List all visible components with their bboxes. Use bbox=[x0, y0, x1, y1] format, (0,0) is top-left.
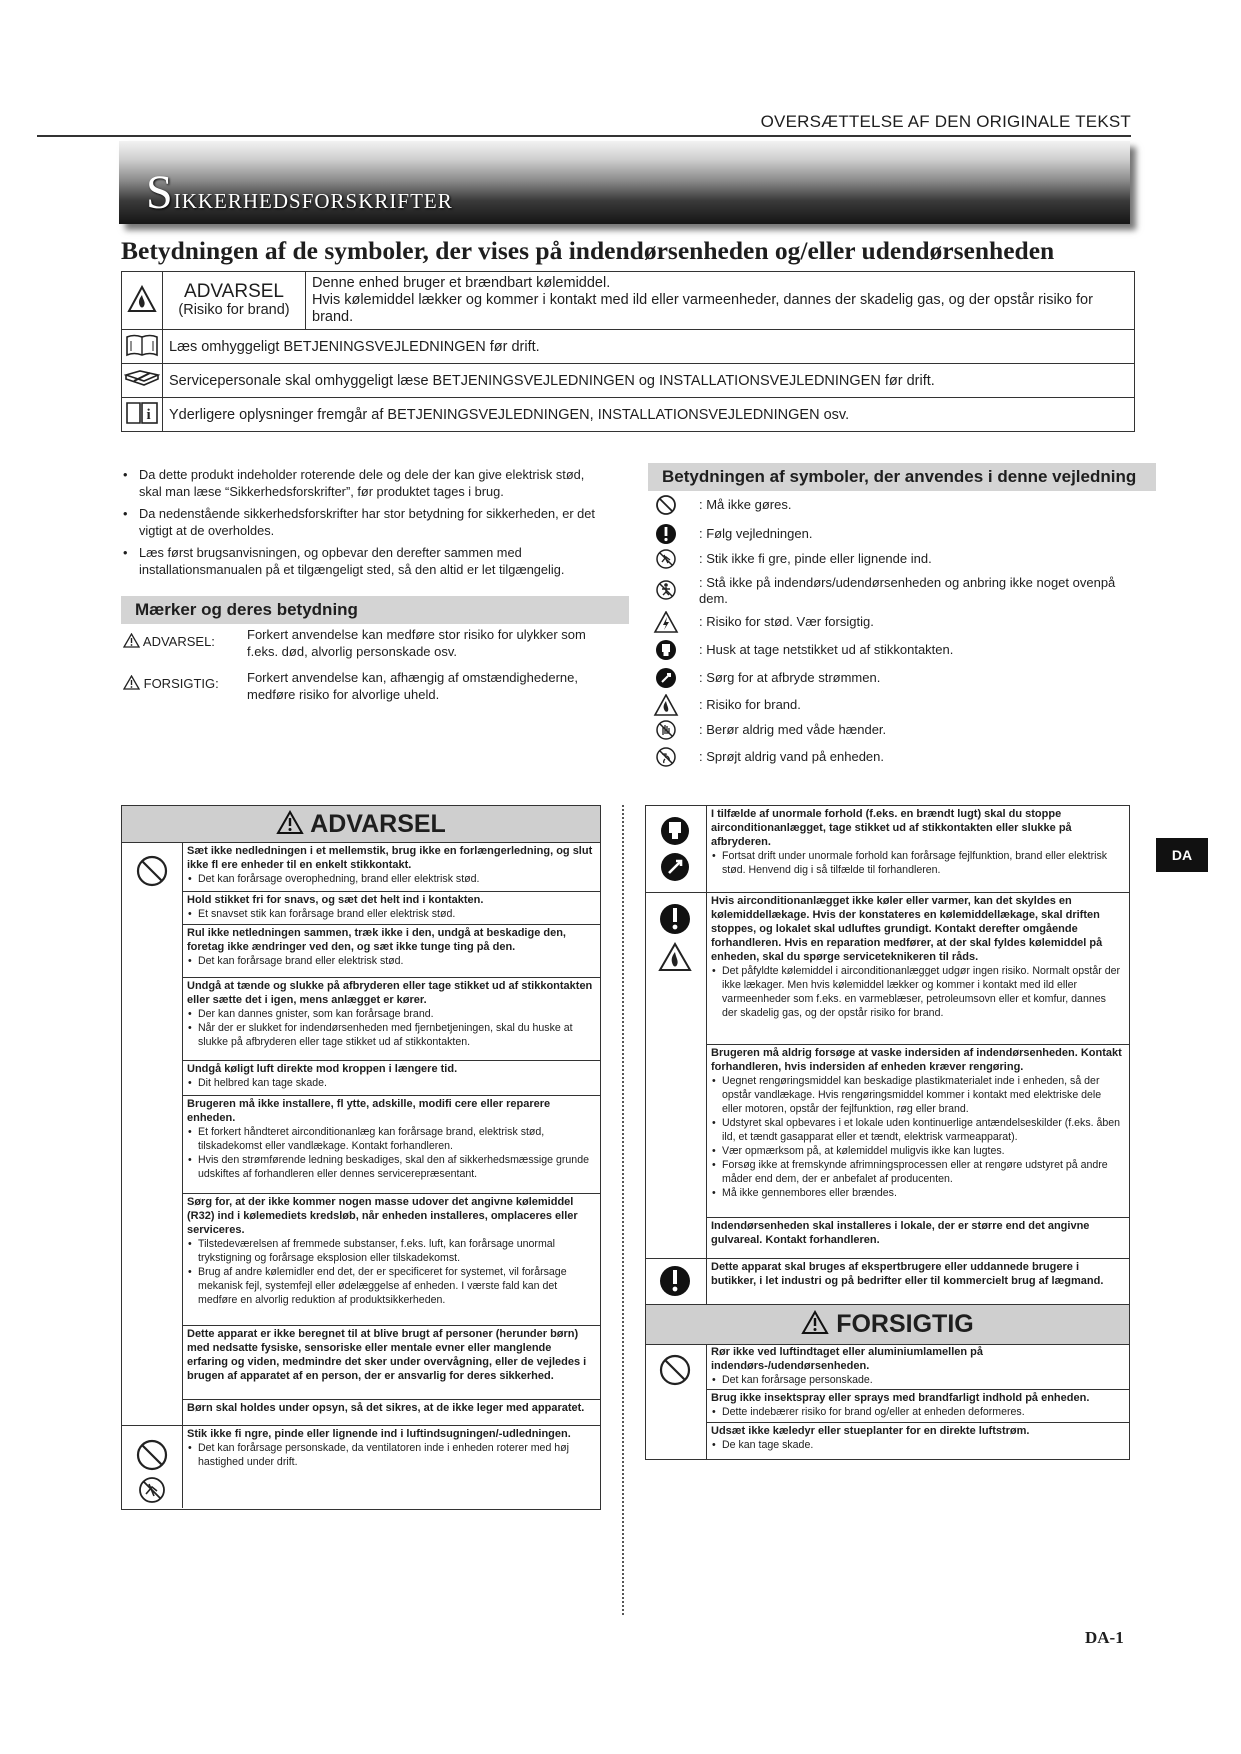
marks-heading: Mærker og deres betydning bbox=[121, 596, 629, 624]
warning-item bbox=[706, 1258, 1129, 1304]
prohibited-icon bbox=[653, 494, 679, 516]
prohibited-icon bbox=[135, 854, 169, 888]
title-rest: ikkerhedsforskrifter bbox=[173, 182, 453, 215]
warning-item bbox=[182, 977, 600, 1060]
intro-bullet: • Da nedenstående sikkerhedsforskrifter har stor betydning for sikkerheden, er det vigtigt at de overholdes. bbox=[121, 505, 609, 539]
warning-item bbox=[182, 1425, 600, 1508]
warning-item bbox=[706, 1217, 1129, 1258]
warning-item-title: Undgå at tænde og slukke på afbryderen eller tage stikket ud af stikkontakten eller sætte det i igen, mens anlægget er kører. bbox=[187, 980, 593, 1006]
unplug-icon bbox=[653, 639, 679, 661]
warning-item bbox=[182, 1060, 600, 1095]
mark-advarsel-text: Forkert anvendelse kan medføre stor risiko for ulykker som f.eks. død, alvorlig personskade osv. bbox=[247, 627, 586, 659]
caution-item-detail: • De kan tage skade. bbox=[711, 1438, 1123, 1452]
warning-item-title: Dette apparat skal bruges af ekspertbrugere eller uddannede brugere i butikker, i let industri og på bedrifter eller til kommercielt brug af lægmand. bbox=[711, 1261, 1104, 1287]
warning-triangle-icon bbox=[276, 810, 304, 835]
warning-item-detail: • Et snavset stik kan forårsage brand eller elektrisk stød. bbox=[187, 907, 594, 921]
warning-item bbox=[182, 1325, 600, 1399]
warning-item-title: Hvis airconditionanlægget ikke køler eller varmer, kan det skyldes en kølemiddellækage. Hvis der konstateres en kølemiddellækage, skal driften stoppes, og lokalet skal udluftes grundigt. Kontakt derefter omgående forhandleren. Hvis en reparation medfører, at der skal fyldes kølemiddel på enheden, skal du spørge serviceteknikeren til råds. bbox=[711, 895, 1103, 963]
warning-box-right bbox=[645, 805, 1130, 1460]
warning-item-title: Sæt ikke nedledningen i et mellemstik, brug ikke en forlængerledning, og slut ikke fl ere enheder til en enkelt stikkontakt. bbox=[187, 845, 593, 871]
power-off-icon bbox=[653, 667, 679, 689]
unit-symbols-table bbox=[121, 271, 1135, 432]
caution-item bbox=[706, 1389, 1129, 1422]
warning-box-left bbox=[121, 805, 601, 1510]
warning-header bbox=[122, 806, 600, 843]
warning-item-title: Undgå køligt luft direkte mod kroppen i længere tid. bbox=[187, 1063, 458, 1075]
caution-item-title: Rør ikke ved luftindtaget eller aluminiumlamellen på indendørs-/udendørsenheden. bbox=[711, 1346, 984, 1372]
no-fingers-icon bbox=[653, 548, 679, 570]
warning-item-title: Stik ikke fi ngre, pinde eller lignende ind i luftindsugningen/-udledningen. bbox=[187, 1428, 571, 1440]
warning-item bbox=[706, 892, 1129, 1044]
guide-symbols-heading: Betydningen af symboler, der anvendes i denne vejledning bbox=[648, 463, 1156, 491]
advarsel-cell bbox=[163, 272, 306, 330]
symbol-text: : Følg vejledningen. bbox=[699, 526, 813, 541]
intro-bullets bbox=[121, 466, 609, 583]
warning-item-title: Børn skal holdes under opsyn, så det sikres, at de ikke leger med apparatet. bbox=[187, 1402, 585, 1414]
icon-column bbox=[122, 843, 183, 1508]
warning-item-title: Hold stikket fri for snavs, og sæt det helt ind i kontakten. bbox=[187, 894, 484, 906]
svg-text:i: i bbox=[146, 406, 151, 423]
title-initial: S bbox=[146, 166, 174, 219]
prohibited-icon bbox=[135, 1438, 169, 1472]
warning-item bbox=[182, 1095, 600, 1193]
caution-triangle-icon bbox=[123, 675, 140, 690]
warning-item-detail: • Det kan forårsage brand eller elektrisk stød. bbox=[187, 954, 594, 968]
intro-bullet: • Da dette produkt indeholder roterende dele og dele der kan give elektrisk stød, skal man læse “Sikkerhedsforskrifter”, før produktet tages i brug. bbox=[121, 466, 609, 500]
no-fingers-icon bbox=[135, 1475, 169, 1505]
mark-forsigtig-label: FORSIGTIG: bbox=[143, 676, 219, 691]
warning-item-detail: • Det påfyldte kølemiddel i airconditionanlægget udgør ingen risiko. Normalt opstår der ikke lækager. Men hvis kølemiddel lækker og kommer i kontakt med ild eller varmeenheder som f.eks. en varmeblæser, petroleumsovn eller et komfur, dannes der skadelig gas, og der opstår risiko for brand. bbox=[711, 964, 1123, 1020]
warning-item-detail: • Dit helbred kan tage skade. bbox=[187, 1076, 594, 1090]
warning-item-detail: • Det kan forårsage personskade, da ventilatoren inde i enheden roterer med høj hastighed under drift. bbox=[187, 1441, 594, 1469]
fire-warning-icon bbox=[122, 272, 163, 330]
warning-item bbox=[182, 1193, 600, 1325]
symbol-text: : Berør aldrig med våde hænder. bbox=[699, 722, 887, 737]
warning-item-detail: • Vær opmærksom på, at kølemiddel muligvis ikke kan lugtes. bbox=[711, 1144, 1123, 1158]
warning-item-title: Rul ikke netledningen sammen, træk ikke i den, undgå at beskadige den, foretag ikke ændringer ved den, og sæt ikke tunge ting på den. bbox=[187, 927, 566, 953]
symbol-text: : Husk at tage netstikket ud af stikkontakten. bbox=[699, 642, 954, 657]
warning-item-title: Indendørsenheden skal installeres i lokale, der er større end det angivne gulvareal. Kontakt forhandleren. bbox=[711, 1220, 1090, 1246]
warning-item-detail: • Forsøg ikke at fremskynde afrimningsprocessen eller at rengøre udstyret på andre måder end dem, der er anbefalet af producenten. bbox=[711, 1158, 1123, 1186]
no-wet-hands-icon bbox=[653, 719, 679, 741]
warning-item-title: Dette apparat er ikke beregnet til at blive brugt af personer (herunder børn) med nedsatte fysiske, sensoriske eller mentale evner eller manglende erfaring og viden, medmindre det sker under overvågning, eller de vejledes i brugen af apparatet af en person, der er ansvarlig for deres sikkerhed. bbox=[187, 1328, 587, 1382]
warning-item bbox=[182, 843, 600, 891]
manual-row-text: Læs omhyggeligt BETJENINGSVEJLEDNINGEN før drift. bbox=[163, 330, 1135, 364]
language-tab: DA bbox=[1156, 838, 1208, 872]
warning-item-detail: • Et forkert håndteret airconditionanlæg kan forårsage brand, elektrisk stød, tilskadekomst eller vandlækage. Kontakt forhandleren. bbox=[187, 1125, 594, 1153]
unplug-icon bbox=[658, 815, 692, 847]
symbol-text: : Sørg for at afbryde strømmen. bbox=[699, 670, 881, 685]
column-divider bbox=[622, 805, 624, 1615]
symbol-text: : Risiko for stød. Vær forsigtig. bbox=[699, 614, 874, 629]
warning-item-detail: • Udstyret skal opbevares i et lokale uden kontinuerlige antændelseskilder (f.eks. åben ild, et tændt gasapparat eller et tændt, elektrisk varmeapparat). bbox=[711, 1116, 1123, 1144]
warning-item-detail: • Må ikke gennembores eller brændes. bbox=[711, 1186, 1123, 1200]
warning-item bbox=[706, 1044, 1129, 1217]
service-manual-icon bbox=[122, 364, 163, 398]
icon-separator bbox=[646, 1258, 706, 1259]
intro-bullet: • Læs først brugsanvisningen, og opbevar den derefter sammen med installationsmanualen på et tilgængeligt sted, så den altid er let tilgængelig. bbox=[121, 544, 609, 578]
caution-item bbox=[706, 1344, 1129, 1389]
warning-item-title: Brugeren må aldrig forsøge at vaske indersiden af indendørsenheden. Kontakt forhandleren, hvis indersiden af enheden kræver rengøring. bbox=[711, 1047, 1122, 1073]
shock-risk-icon bbox=[653, 611, 679, 633]
header-rule bbox=[37, 135, 1131, 137]
symbol-text: : Stik ikke fi gre, pinde eller lignende ind. bbox=[699, 551, 932, 566]
mark-forsigtig-label-wrap bbox=[123, 675, 233, 692]
warning-item-title: Brugeren må ikke installere, fl ytte, adskille, modifi cere eller reparere enheden. bbox=[187, 1098, 551, 1124]
caution-triangle-icon bbox=[801, 1310, 829, 1335]
warning-item-title: I tilfælde af unormale forhold (f.eks. en brændt lugt) skal du stoppe airconditionanlægget, tage stikket ud af stikkontakten eller slukke på afbryderen. bbox=[711, 808, 1072, 848]
page-title bbox=[146, 165, 453, 220]
mark-advarsel-label-wrap bbox=[123, 633, 233, 650]
fire-risk-icon bbox=[653, 694, 679, 716]
caution-item-title: Brug ikke insektspray eller sprays med brandfarligt indhold på enheden. bbox=[711, 1392, 1090, 1404]
warning-item bbox=[182, 1399, 600, 1425]
mark-forsigtig-text: Forkert anvendelse kan, afhængig af omstændighederne, medføre risiko for alvorlige uheld. bbox=[247, 670, 578, 702]
info-book-icon bbox=[122, 398, 163, 432]
warning-item-detail: • Der kan dannes gnister, som kan forårsage brand. bbox=[187, 1007, 594, 1021]
caution-item-detail: • Det kan forårsage personskade. bbox=[711, 1373, 1123, 1387]
advarsel-text bbox=[306, 272, 1135, 330]
warning-item bbox=[182, 924, 600, 977]
warning-item-detail: • Hvis den strømførende ledning beskadiges, skal den af sikkerhedsmæssige grunde udskiftes af forhandleren eller dennes servicerepræsentant. bbox=[187, 1153, 594, 1181]
advarsel-line1: Denne enhed bruger et brændbart kølemiddel. bbox=[312, 275, 611, 291]
warning-title: ADVARSEL bbox=[310, 810, 446, 838]
symbols-heading: Betydningen af de symboler, der vises på indendørsenheden og/eller udendørsenheden bbox=[121, 236, 1055, 265]
warning-item-detail: • Tilstedeværelsen af fremmede substanser, f.eks. luft, kan forårsage unormal trykstigning og forårsage eksplosion eller tilskadekomst. bbox=[187, 1237, 594, 1265]
warning-item bbox=[706, 806, 1129, 892]
advarsel-label: ADVARSEL bbox=[184, 280, 284, 302]
icon-separator bbox=[646, 892, 706, 893]
mark-advarsel-label: ADVARSEL: bbox=[142, 634, 215, 649]
warning-item-detail: • Brug af andre kølemidler end det, der er specificeret for systemet, vil forårsage mekanisk fejl, systemfejl eller ødelæggelse af enheden. I værste fald kan det medføre en alvorlig reduktion af produktsikkerheden. bbox=[187, 1265, 594, 1307]
icon-separator bbox=[122, 1425, 182, 1426]
prohibited-icon bbox=[658, 1353, 692, 1387]
no-water-spray-icon bbox=[653, 746, 679, 768]
mandatory-icon bbox=[653, 523, 679, 545]
no-standing-icon bbox=[653, 579, 679, 601]
warning-item-title: Sørg for, at der ikke kommer nogen masse udover det angivne kølemiddel (R32) ind i kølemediets kredsløb, når enheden installeres, omplaceres eller serviceres. bbox=[187, 1196, 578, 1236]
symbol-text: : Må ikke gøres. bbox=[699, 497, 792, 512]
advarsel-sub: (Risiko for brand) bbox=[178, 301, 290, 318]
power-off-icon bbox=[658, 851, 692, 883]
info-row-text: Yderligere oplysninger fremgår af BETJENINGSVEJLEDNINGEN, INSTALLATIONSVEJLEDNINGEN osv. bbox=[163, 398, 1135, 432]
service-row-text: Servicepersonale skal omhyggeligt læse BETJENINGSVEJLEDNINGEN og INSTALLATIONSVEJLEDNINGEN før drift. bbox=[163, 364, 1135, 398]
warning-triangle-icon bbox=[123, 633, 140, 648]
advarsel-line2: Hvis kølemiddel lækker og kommer i kontakt med ild eller varmeenheder, dannes der skadelig gas, og der opstår risiko for brand. bbox=[312, 292, 1093, 325]
header-label: OVERSÆTTELSE AF DEN ORIGINALE TEKST bbox=[760, 112, 1131, 131]
warning-item-detail: • Når der er slukket for indendørsenheden med fjernbetjeningen, skal du huske at slukke på afbryderen eller tage stikket ud af stikkontakten. bbox=[187, 1021, 594, 1049]
warning-item-detail: • Fortsat drift under unormale forhold kan forårsage fejlfunktion, brand eller elektrisk stød. Henvend dig i så tilfælde til forhandleren. bbox=[711, 849, 1123, 877]
warning-item-detail: • Uegnet rengøringsmiddel kan beskadige plastikmaterialet inde i enheden, så der opstår vandlækage. Hvis rengøringsmiddel kommer i kontakt med elektriske dele eller motoren, opstår der fejlfunktion, røg eller brand. bbox=[711, 1074, 1123, 1116]
warning-item bbox=[182, 891, 600, 924]
caution-title: FORSIGTIG bbox=[836, 1310, 974, 1338]
symbol-text: : Stå ikke på indendørs/udendørsenheden og anbring ikke noget ovenpå dem. bbox=[699, 575, 1116, 606]
caution-header bbox=[646, 1304, 1129, 1345]
symbol-text: : Sprøjt aldrig vand på enheden. bbox=[699, 749, 885, 764]
mandatory-icon bbox=[658, 1264, 692, 1298]
caution-item-detail: • Dette indebærer risiko for brand og/eller at enheden deformeres. bbox=[711, 1405, 1123, 1419]
caution-item bbox=[706, 1422, 1129, 1459]
book-icon bbox=[122, 330, 163, 364]
warning-item-detail: • Det kan forårsage overophedning, brand eller elektrisk stød. bbox=[187, 872, 594, 886]
page-number: DA-1 bbox=[1085, 1628, 1124, 1647]
symbol-text: : Risiko for brand. bbox=[699, 697, 801, 712]
fire-risk-icon bbox=[658, 942, 692, 972]
mandatory-icon bbox=[658, 902, 692, 936]
caution-item-title: Udsæt ikke kæledyr eller stueplanter for en direkte luftstrøm. bbox=[711, 1425, 1030, 1437]
